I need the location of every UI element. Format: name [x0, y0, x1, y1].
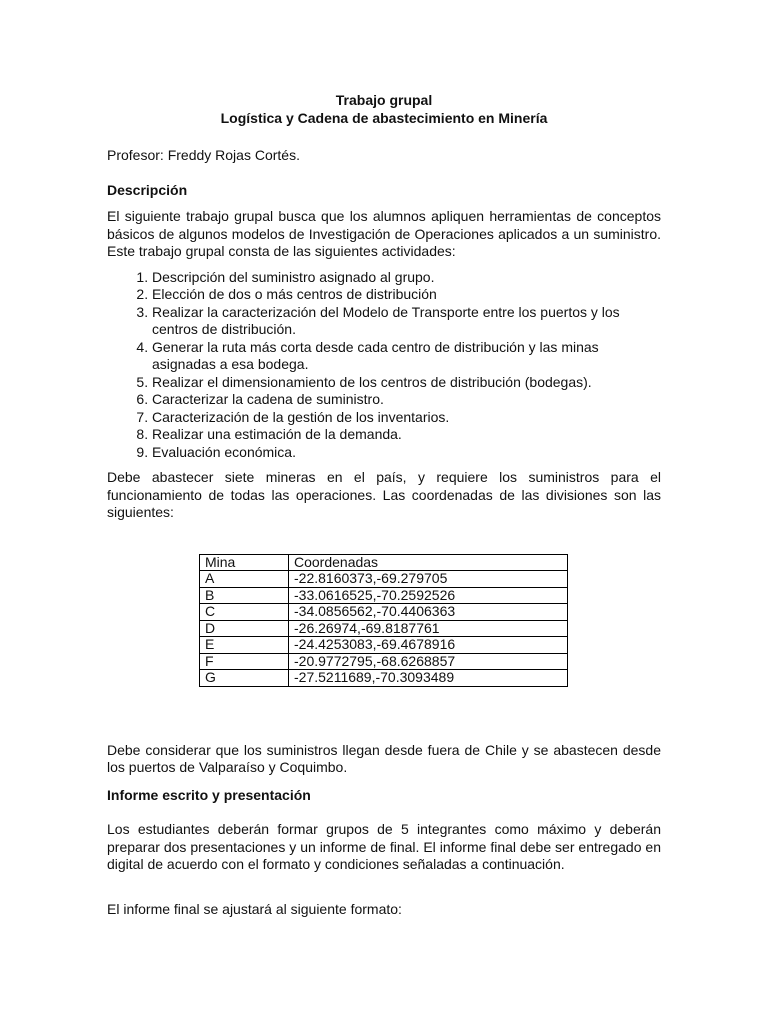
list-item: 2. Elección de dos o más centros de distribución	[152, 286, 661, 304]
table-cell-mina: D	[200, 620, 289, 637]
table-cell-coordenadas: -27.5211689,-70.3093489	[289, 670, 568, 687]
document-title: Trabajo grupal	[335, 92, 433, 108]
table-cell-coordenadas: -22.8160373,-69.279705	[289, 571, 568, 588]
table-row	[200, 637, 568, 654]
list-item: 4. Generar la ruta más corta desde cada centro de distribución y las minas asignadas a esa bodega.	[152, 339, 661, 374]
list-item: 1. Descripción del suministro asignado al grupo.	[152, 269, 661, 287]
document-body	[107, 92, 661, 918]
ports-paragraph: Debe considerar que los suministros llegan desde fuera de Chile y se abastecen desde los puertos de Valparaíso y Coquimbo.	[107, 741, 661, 775]
table-row	[200, 670, 568, 687]
list-item: 6. Caracterizar la cadena de suministro.	[152, 391, 661, 409]
table-cell-coordenadas: -20.9772795,-68.6268857	[289, 653, 568, 670]
table-row	[200, 587, 568, 604]
table-row	[200, 620, 568, 637]
table-cell-mina: B	[200, 587, 289, 604]
format-paragraph: El informe final se ajustará al siguiente formato:	[107, 900, 402, 917]
supply-paragraph: Debe abastecer siete mineras en el país, y requiere los suministros para el funcionamiento de todas las operaciones. Las coordenadas de las divisiones son las siguientes:	[107, 469, 661, 520]
table-cell-mina: E	[200, 637, 289, 654]
activities-list	[107, 269, 661, 462]
list-item: 9. Evaluación económica.	[152, 444, 661, 462]
table-cell-mina: C	[200, 604, 289, 621]
description-paragraph: El siguiente trabajo grupal busca que los alumnos apliquen herramientas de conceptos básicos de algunos modelos de Investigación de Operaciones aplicados a un suministro. Este trabajo grupal consta de las siguientes actividades:	[107, 208, 661, 259]
list-item: 3. Realizar la caracterización del Modelo de Transporte entre los puertos y los centros de distribución.	[152, 304, 661, 339]
table-cell-coordenadas: -33.0616525,-70.2592526	[289, 587, 568, 604]
table-cell-coordenadas: -34.0856562,-70.4406363	[289, 604, 568, 621]
description-heading: Descripción	[107, 181, 188, 198]
coordinates-table	[199, 554, 568, 687]
table-cell-mina: F	[200, 653, 289, 670]
list-item: 7. Caracterización de la gestión de los inventarios.	[152, 409, 661, 427]
table-header-mina: Mina	[200, 554, 289, 571]
document-subtitle: Logística y Cadena de abastecimiento en Minería	[220, 109, 548, 126]
table-cell-coordenadas: -26.26974,-69.8187761	[289, 620, 568, 637]
table-row	[200, 604, 568, 621]
table-header-row	[200, 554, 568, 571]
list-item: 8. Realizar una estimación de la demanda.	[152, 426, 661, 444]
professor-line: Profesor: Freddy Rojas Cortés.	[107, 147, 300, 163]
table-row	[200, 571, 568, 588]
table-cell-mina: G	[200, 670, 289, 687]
report-heading: Informe escrito y presentación	[107, 786, 311, 803]
table-row	[200, 653, 568, 670]
table-cell-mina: A	[200, 571, 289, 588]
table-cell-coordenadas: -24.4253083,-69.4678916	[289, 637, 568, 654]
table-header-coordenadas: Coordenadas	[289, 554, 568, 571]
report-paragraph: Los estudiantes deberán formar grupos de 5 integrantes como máximo y deberán preparar dos presentaciones y un informe de final. El informe final debe ser entregado en digital de acuerdo con el formato y condiciones señaladas a continuación.	[107, 821, 661, 872]
list-item: 5. Realizar el dimensionamiento de los centros de distribución (bodegas).	[152, 374, 661, 392]
